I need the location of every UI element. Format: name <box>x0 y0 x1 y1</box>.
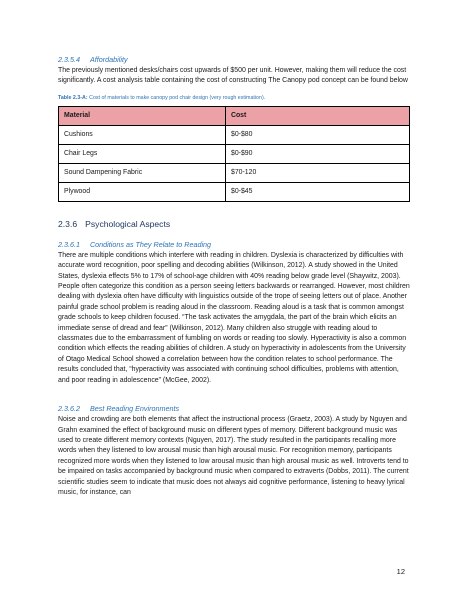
table-header-material: Material <box>59 106 226 125</box>
psychological-aspects-heading <box>58 219 410 230</box>
table-row <box>59 163 410 182</box>
affordability-heading-number: 2.3.5.4 <box>58 55 80 64</box>
psychological-aspects-title: Psychological Aspects <box>85 218 171 229</box>
table-caption <box>58 95 410 102</box>
table-caption-label: Table 2.3-A: <box>58 94 88 101</box>
table-row <box>59 144 410 163</box>
environments-heading-title: Best Reading Environments <box>89 404 180 414</box>
psychological-aspects-number: 2.3.6 <box>58 218 78 229</box>
environments-heading-number: 2.3.6.2 <box>58 404 80 414</box>
table-row <box>59 182 410 201</box>
affordability-heading <box>58 55 410 64</box>
table-header-cost: Cost <box>226 106 410 125</box>
conditions-paragraph: There are multiple conditions which interfere with reading in children. Dyslexia is characterized by difficulties with accurate word recognition, poor spelling and decoding abilities (Wilkinson, 2012). A study showed in the United States, dyslexia effects 5% to 17% of school-age children with 40% reading below grade level (Shaywitz, 2003). People often categorize this condition as a person seeing letters backwards or rearranged. However, most children dealing with dyslexia often have difficulty with linguistics outside of the trope of seeing letters out of place. Another painful grade school problem is reading aloud in the classroom. Reading aloud is a task that is common amongst grade schools to keep children focused. “The task activates the amygdala, the part of the brain which elicits an immediate sense of dread and fear” (Wilkinson, 2012). Many children also struggle with reading aloud to classmates due to the embarrassment of fumbling on words or reading too slowly. Hyperactivity is also a common condition which effects the reading abilities of children. A study on hyperactivity in adolescents from the University of Otago Medical School showed a correlation between how the condition relates to school performance. The results concluded that, “hyperactivity was associated with continuing school difficulties, problems with attention, and poor reading in adolescence” (McGee, 2002). <box>58 251 410 384</box>
table-cell-material: Cushions <box>59 125 226 144</box>
table-row <box>59 125 410 144</box>
page-content <box>58 55 410 498</box>
table-cell-cost: $0-$90 <box>226 144 410 163</box>
environments-heading <box>58 404 410 413</box>
affordability-heading-title: Affordability <box>89 55 128 64</box>
conditions-heading-number: 2.3.6.1 <box>58 239 80 249</box>
environments-paragraph: Noise and crowding are both elements that affect the instructional process (Graetz, 2003). A study by Nguyen and Grahn examined the effect of background music on different types of memory. Different background music was used to create different memory contexts (Nguyen, 2017). The study resulted in the participants recalling more words when they listened to low arousal music than high arousal music. For recognition memory, participants recognized more words when they listened to low arousal music than high arousal music as well. Introverts tend to be impaired on tasks accompanied by background music when compared to extraverts (Dobbs, 2011). The current scientific studies seem to indicate that music does not always aid cognitive performance, listening to heavy lyrical music, for instance, can <box>58 416 409 496</box>
table-cell-cost: $70-120 <box>226 163 410 182</box>
table-cell-material: Sound Dampening Fabric <box>59 163 226 182</box>
table-cell-material: Plywood <box>59 182 226 201</box>
table-header-row <box>59 106 410 125</box>
cost-table <box>58 106 410 202</box>
table-cell-material: Chair Legs <box>59 144 226 163</box>
conditions-heading <box>58 240 410 249</box>
conditions-heading-title: Conditions as They Relate to Reading <box>89 239 212 249</box>
affordability-paragraph: The previously mentioned desks/chairs cost upwards of $500 per unit. However, making them will reduce the cost significantly. A cost analysis table containing the cost of constructing The Canopy pod concept can be found below <box>58 67 408 85</box>
page-number: 12 <box>396 567 405 576</box>
table-cell-cost: $0-$45 <box>226 182 410 201</box>
table-cell-cost: $0-$80 <box>226 125 410 144</box>
table-caption-text: Cost of materials to make canopy pod chair design (very rough estimation). <box>89 94 266 101</box>
